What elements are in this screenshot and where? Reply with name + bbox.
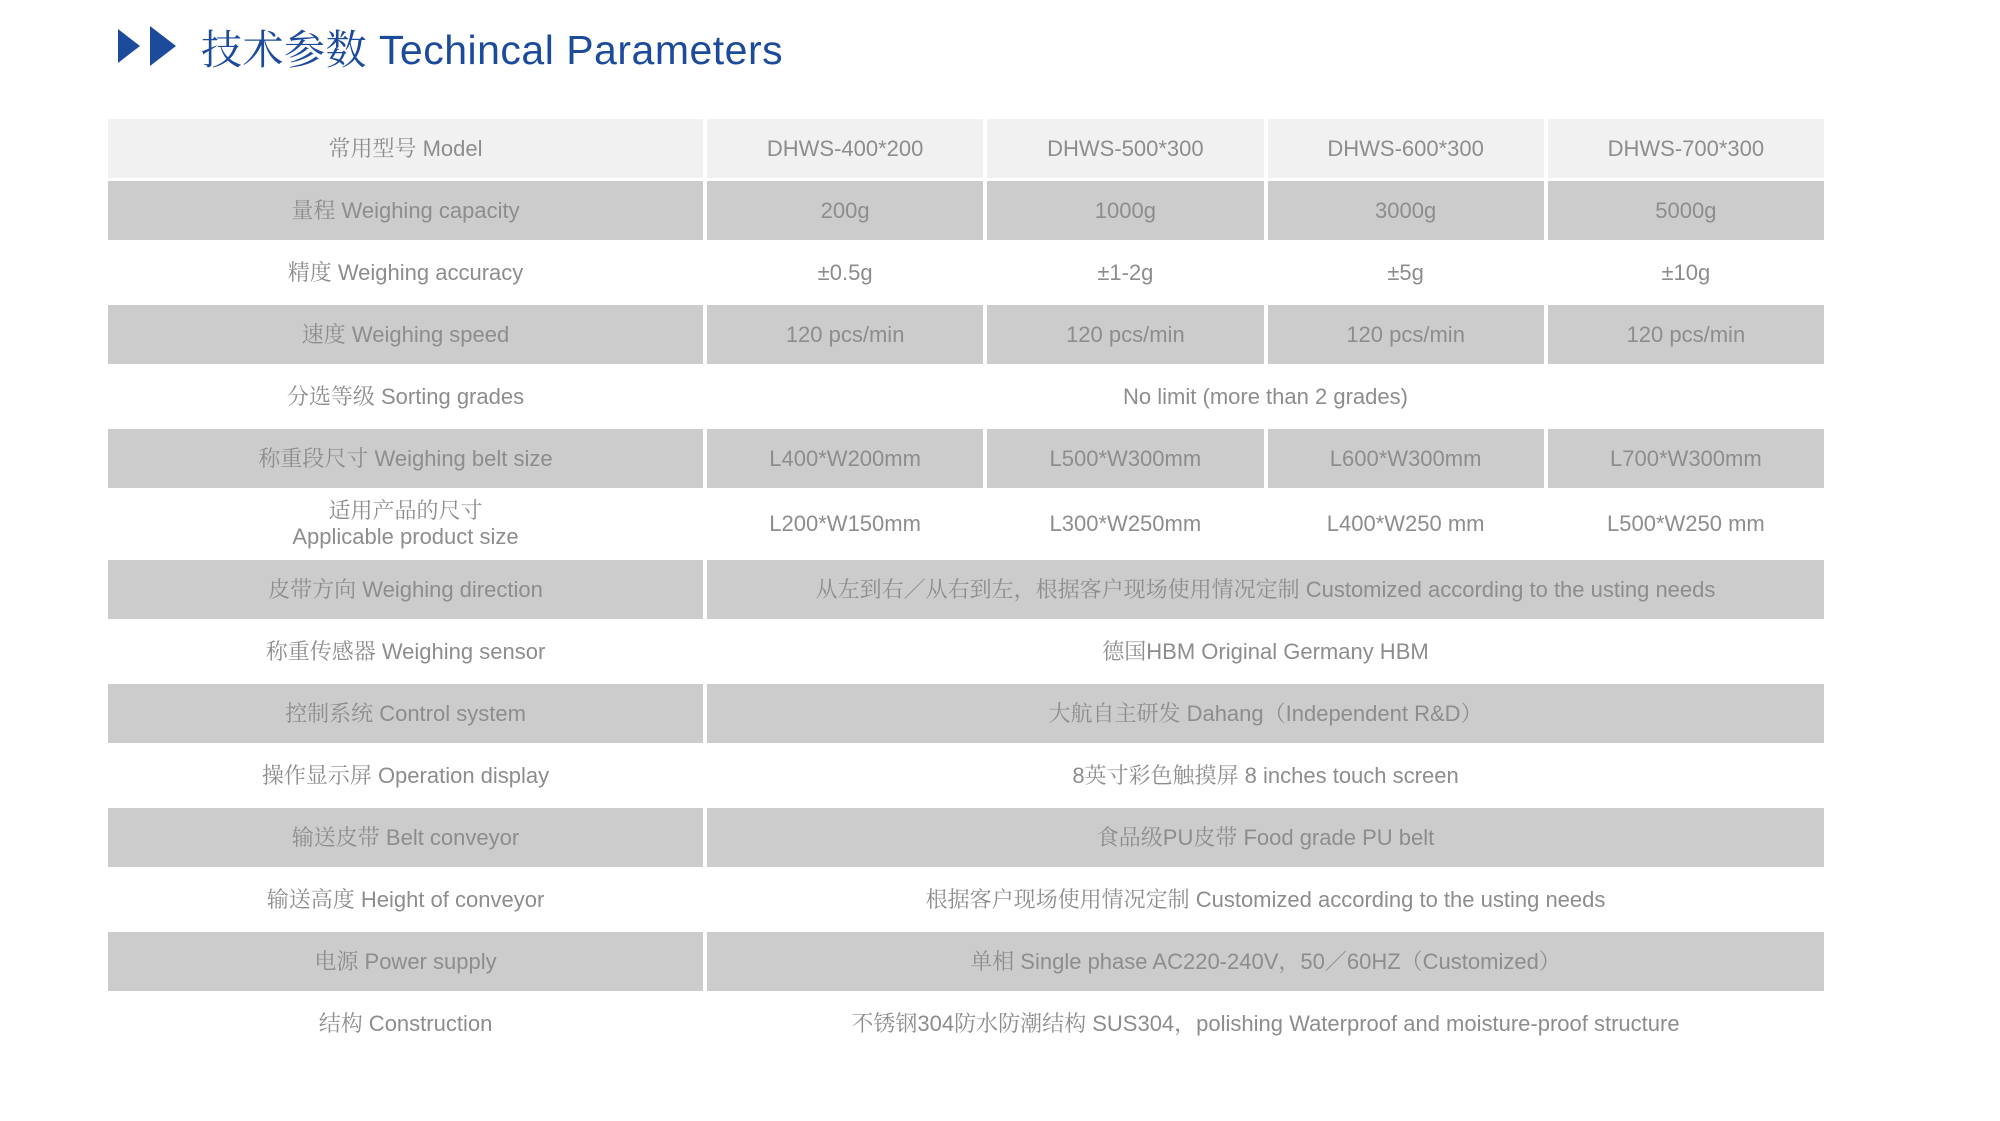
row-label-cell: 控制系统 Control system [108,684,703,743]
row-value-cell: 120 pcs/min [1268,305,1544,364]
table-row [108,994,1824,1053]
header-label-cell: 常用型号 Model [108,119,703,178]
table-row [108,560,1824,619]
table-row [108,808,1824,867]
row-value-span-cell: 食品级PU皮带 Food grade PU belt [707,808,1824,867]
row-value-cell: L400*W250 mm [1268,491,1544,557]
row-label-cell: 精度 Weighing accuracy [108,243,703,302]
row-value-cell: 200g [707,181,983,240]
parameters-table-body [108,119,1824,1053]
row-value-cell: 5000g [1548,181,1824,240]
row-value-cell: ±10g [1548,243,1824,302]
row-value-cell: ±0.5g [707,243,983,302]
table-row [108,181,1824,240]
row-value-span-cell: 大航自主研发 Dahang（Independent R&D） [707,684,1824,743]
row-label-cell: 分选等级 Sorting grades [108,367,703,426]
row-value-cell: 120 pcs/min [987,305,1263,364]
row-value-cell: 1000g [987,181,1263,240]
arrow-right-icon [150,26,179,66]
section-title-row [118,18,783,74]
row-value-cell: 120 pcs/min [1548,305,1824,364]
table-header-row [108,119,1824,178]
table-row [108,367,1824,426]
table-row [108,932,1824,991]
row-label-cell: 输送高度 Height of conveyor [108,870,703,929]
row-value-span-cell: 德国HBM Original Germany HBM [707,622,1824,681]
row-label-cell: 操作显示屏 Operation display [108,746,703,805]
row-label-cell: 适用产品的尺寸 Applicable product size [108,491,703,557]
row-label-cell: 量程 Weighing capacity [108,181,703,240]
row-value-cell: 3000g [1268,181,1544,240]
row-value-span-cell: 单相 Single phase AC220-240V，50／60HZ（Customized） [707,932,1824,991]
table-row [108,243,1824,302]
row-value-span-cell: No limit (more than 2 grades) [707,367,1824,426]
header-model-cell: DHWS-500*300 [987,119,1263,178]
row-label-cell: 速度 Weighing speed [108,305,703,364]
row-label-cell: 电源 Power supply [108,932,703,991]
header-model-cell: DHWS-600*300 [1268,119,1544,178]
row-value-cell: ±5g [1268,243,1544,302]
row-value-span-cell: 不锈钢304防水防潮结构 SUS304，polishing Waterproof and moisture-proof structure [707,994,1824,1053]
header-model-cell: DHWS-700*300 [1548,119,1824,178]
row-value-span-cell: 从左到右／从右到左，根据客户现场使用情况定制 Customized according to the usting needs [707,560,1824,619]
row-label-cell: 称重段尺寸 Weighing belt size [108,429,703,488]
row-value-cell: L600*W300mm [1268,429,1544,488]
technical-parameters-table [104,116,1828,1056]
table-row [108,305,1824,364]
row-value-cell: L400*W200mm [707,429,983,488]
table-row [108,684,1824,743]
header-model-cell: DHWS-400*200 [707,119,983,178]
table-row [108,429,1824,488]
page-title: 技术参数 Techincal Parameters [201,26,784,73]
row-label-cell: 称重传感器 Weighing sensor [108,622,703,681]
row-label-cell: 输送皮带 Belt conveyor [108,808,703,867]
row-value-span-cell: 8英寸彩色触摸屏 8 inches touch screen [707,746,1824,805]
row-value-cell: 120 pcs/min [707,305,983,364]
table-row [108,622,1824,681]
row-label-cell: 皮带方向 Weighing direction [108,560,703,619]
table-row [108,870,1824,929]
row-value-span-cell: 根据客户现场使用情况定制 Customized according to the usting needs [707,870,1824,929]
row-value-cell: ±1-2g [987,243,1263,302]
row-value-cell: L500*W300mm [987,429,1263,488]
row-value-cell: L700*W300mm [1548,429,1824,488]
arrow-right-icon [118,29,143,63]
row-value-cell: L200*W150mm [707,491,983,557]
table-row [108,491,1824,557]
row-value-cell: L300*W250mm [987,491,1263,557]
row-value-cell: L500*W250 mm [1548,491,1824,557]
row-label-cell: 结构 Construction [108,994,703,1053]
table-row [108,746,1824,805]
